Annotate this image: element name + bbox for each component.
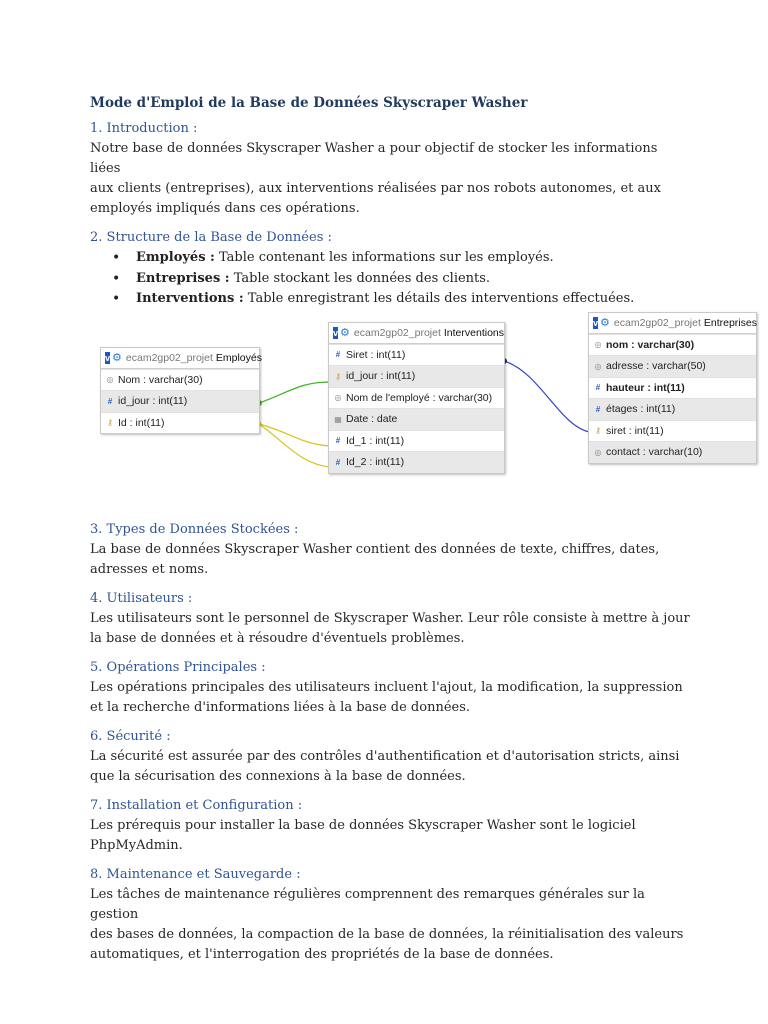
numeric-field-icon: # — [107, 396, 113, 406]
field-row — [589, 398, 756, 420]
link-employes-interventions-id2 — [259, 424, 330, 467]
paragraph-line: Les utilisateurs sont le personnel de Skyscraper Washer. Leur rôle consiste à mettre à jour — [90, 610, 690, 626]
field-label: Siret : int(11) — [346, 348, 406, 361]
field-row — [329, 344, 504, 366]
table-header — [101, 348, 262, 369]
field-row — [329, 430, 504, 452]
list-item-text: Table contenant les informations sur les employés. — [214, 250, 554, 265]
field-row — [329, 387, 504, 409]
section-types — [90, 520, 690, 580]
table-header — [329, 323, 504, 344]
list-item-term: Employés : — [136, 250, 215, 265]
paragraph-line: et la recherche d'informations liées à la base de données. — [90, 699, 471, 715]
collapse-toggle-icon[interactable]: v — [333, 327, 339, 338]
section-operations — [90, 658, 690, 718]
field-label: id_jour : int(11) — [346, 370, 416, 383]
list-item-term: Entreprises : — [136, 270, 230, 286]
paragraph-line: automatiques, et l'interrogation des propriétés de la base de données. — [90, 946, 554, 962]
section-heading: 4. Utilisateurs : — [90, 590, 193, 606]
list-item-employes — [112, 248, 690, 269]
field-label: Id_1 : int(11) — [346, 434, 405, 447]
collapse-toggle-icon[interactable]: v — [105, 352, 111, 363]
gear-icon[interactable]: ⚙ — [340, 327, 350, 339]
field-label: nom : varchar(30) — [606, 338, 695, 351]
field-label: Nom : varchar(30) — [118, 373, 203, 386]
paragraph-line: adresses et noms. — [90, 561, 209, 577]
date-field-icon: ▦ — [334, 414, 342, 424]
paragraph-line: La sécurité est assurée par des contrôles d'authentification et d'autorisation stricts, ainsi — [90, 748, 680, 764]
field-label: siret : int(11) — [606, 424, 664, 437]
field-label: hauteur : int(11) — [606, 381, 685, 394]
section-structure — [90, 228, 690, 310]
key-icon: ⚷ — [595, 426, 601, 436]
document-page — [90, 95, 757, 974]
field-label: id_jour : int(11) — [118, 395, 188, 408]
section-heading: 3. Types de Données Stockées : — [90, 521, 299, 537]
section-security — [90, 727, 690, 787]
numeric-field-icon: # — [335, 350, 341, 360]
field-row — [101, 390, 259, 412]
table-interventions[interactable] — [328, 322, 505, 474]
table-header — [589, 313, 756, 334]
section-heading: 5. Opérations Principales : — [90, 659, 266, 675]
database-name: ecam2gp02_projet — [125, 351, 213, 364]
paragraph-line: Les tâches de maintenance régulières comprennent des remarques générales sur la gestion — [90, 886, 645, 922]
section-heading: 8. Maintenance et Sauvegarde : — [90, 866, 301, 882]
field-label: Id : int(11) — [118, 416, 165, 429]
gear-icon[interactable]: ⚙ — [112, 352, 122, 364]
text-field-icon: ◎ — [594, 447, 602, 457]
table-name: Employés — [215, 351, 262, 364]
paragraph-line: aux clients (entreprises), aux interventions réalisées par nos robots autonomes, et aux — [90, 181, 661, 196]
field-label: Id_2 : int(11) — [346, 456, 405, 469]
link-interventions-entreprises-siret — [504, 361, 590, 432]
table-entreprises[interactable] — [588, 312, 757, 464]
list-item-entreprises — [112, 269, 690, 290]
list-item-interventions — [112, 289, 690, 310]
list-item-text: Table enregistrant les détails des interventions effectuées. — [243, 291, 635, 306]
paragraph-line: PhpMyAdmin. — [90, 837, 183, 853]
paragraph-line: la base de données et à résoudre d'éventuels problèmes. — [90, 630, 465, 646]
paragraph-line: employés impliqués dans ces opérations. — [90, 201, 360, 216]
link-employes-interventions-idjour — [259, 382, 330, 403]
paragraph-line: des bases de données, la compaction de la base de données, la réinitialisation des valeurs — [90, 926, 684, 942]
field-row — [589, 377, 756, 399]
table-employes[interactable] — [100, 347, 260, 435]
collapse-toggle-icon[interactable]: v — [593, 317, 599, 328]
numeric-field-icon: # — [335, 457, 341, 467]
numeric-field-icon: # — [335, 436, 341, 446]
field-row — [589, 420, 756, 442]
list-item-term: Interventions : — [136, 291, 244, 306]
field-row — [329, 408, 504, 430]
table-name: Interventions — [443, 326, 504, 339]
field-row — [329, 451, 504, 473]
paragraph-line: Notre base de données Skyscraper Washer a pour objectif de stocker les informations liées — [90, 141, 658, 176]
paragraph-line: Les prérequis pour installer la base de données Skyscraper Washer sont le logiciel — [90, 817, 636, 833]
text-field-icon: ◎ — [594, 361, 602, 371]
document-title: Mode d'Emploi de la Base de Données Skyscraper Washer — [90, 95, 528, 111]
section-heading: 1. Introduction : — [90, 121, 198, 136]
numeric-field-icon: # — [595, 404, 601, 414]
paragraph-line: La base de données Skyscraper Washer contient des données de texte, chiffres, dates, — [90, 541, 660, 557]
field-label: adresse : varchar(50) — [606, 360, 706, 373]
database-name: ecam2gp02_projet — [353, 326, 441, 339]
paragraph-line: Les opérations principales des utilisateurs incluent l'ajout, la modification, la suppression — [90, 679, 683, 695]
field-row — [589, 355, 756, 377]
paragraph-line: que la sécurisation des connexions à la base de données. — [90, 768, 466, 784]
field-row — [101, 369, 259, 391]
database-name: ecam2gp02_projet — [613, 316, 701, 329]
section-heading: 2. Structure de la Base de Données : — [90, 230, 332, 245]
key-icon: ⚷ — [107, 418, 113, 428]
section-introduction — [90, 119, 690, 219]
field-label: contact : varchar(10) — [606, 446, 703, 459]
key-icon: ⚷ — [335, 371, 341, 381]
field-row — [589, 334, 756, 356]
link-employes-interventions-id1 — [259, 424, 330, 446]
gear-icon[interactable]: ⚙ — [600, 317, 610, 329]
table-name: Entreprises — [703, 316, 757, 329]
field-row — [101, 412, 259, 434]
section-heading: 7. Installation et Configuration : — [90, 797, 303, 813]
section-users — [90, 589, 690, 649]
table-list — [90, 248, 690, 310]
field-label: étages : int(11) — [606, 403, 676, 416]
text-field-icon: ◎ — [594, 340, 602, 350]
numeric-field-icon: # — [595, 383, 601, 393]
field-row — [329, 365, 504, 387]
schema-diagram — [0, 316, 768, 502]
section-installation — [90, 796, 690, 856]
section-heading: 6. Sécurité : — [90, 728, 171, 744]
text-field-icon: ◎ — [106, 375, 114, 385]
field-row — [589, 441, 756, 463]
field-label: Nom de l'employé : varchar(30) — [346, 391, 493, 404]
field-label: Date : date — [346, 413, 398, 426]
section-maintenance — [90, 865, 690, 965]
list-item-text: Table stockant les données des clients. — [229, 270, 491, 286]
text-field-icon: ◎ — [334, 393, 342, 403]
